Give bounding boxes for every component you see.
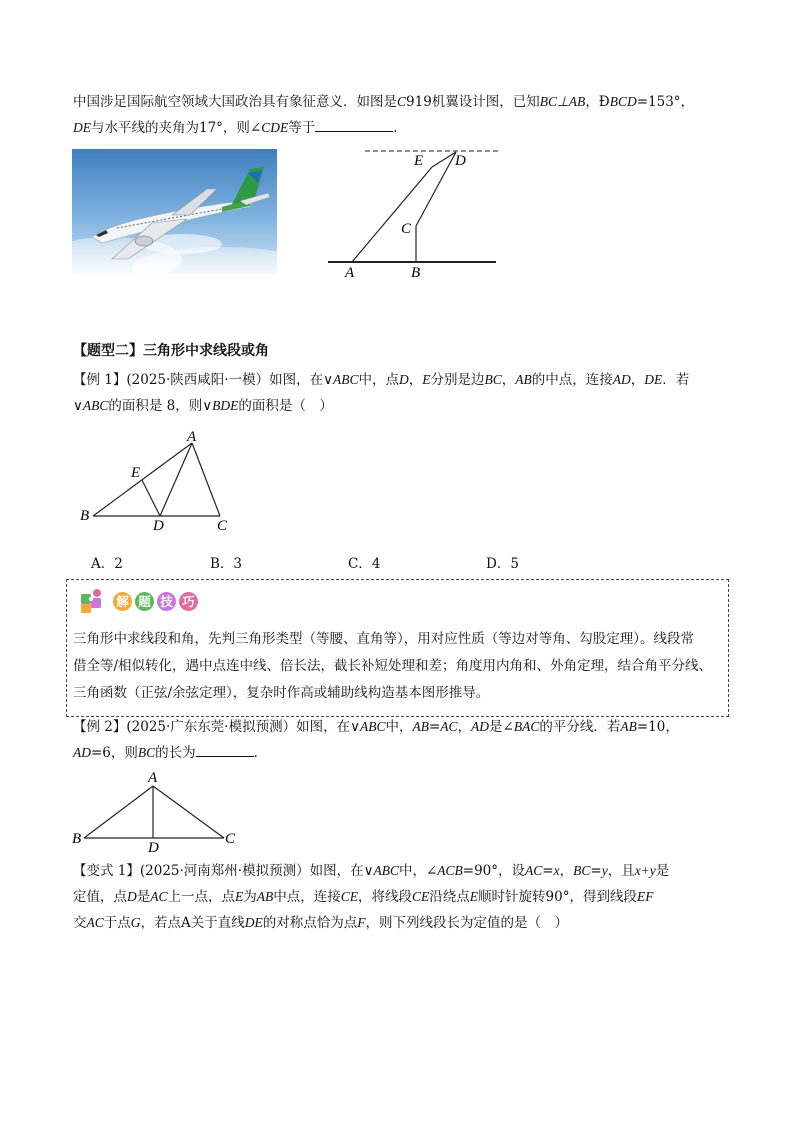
label-D: D [455,153,466,169]
example1-line-2: ∨ABC的面积是 8，则∨BDE的面积是（ ） [73,398,333,414]
variant1-paragraph [73,858,669,936]
wing-diagram-svg [320,140,510,285]
label-D: D [153,518,164,533]
tip-badge-4: 巧 [179,592,198,611]
segment-DA [160,443,192,516]
label-D: D [148,840,159,853]
label-B: B [72,831,82,847]
tips-body [73,626,727,707]
segment-BA [93,443,192,516]
airplane-photo [72,149,277,274]
label-A: A [345,265,355,281]
answer-blank[interactable] [315,117,393,132]
tip-line-3: 三角函数（正弦/余弦定理），复杂时作高或辅助线构造基本图形推导。 [73,685,490,701]
example2-triangle-figure [70,768,245,853]
variant1-line-3: 交AC于点G，若点A关于直线DE的对称点恰为点F，则下列线段长为定值的是（ ） [73,915,569,931]
tip-line-1: 三角形中求线段和角，先判三角形类型（等腰、直角等），用对应性质（等边对等角、勾股定理）。线段常 [73,631,694,647]
label-E: E [414,153,424,169]
example1-paragraph [73,367,689,419]
section-title: 【题型二】三角形中求线段或角 [73,343,269,359]
label-B: B [411,265,421,281]
tips-header [79,588,201,614]
puzzle-icon [79,588,105,614]
example2-triangle-svg [70,768,245,853]
example2-paragraph [73,714,679,766]
intro-line-1: 中国涉足国际航空领域大国政治具有象征意义．如图是C919机翼设计图，已知BC⊥AB，ÐBCD=153°， [73,94,695,110]
label-C: C [225,831,236,847]
segment-BA [84,786,153,838]
solving-tips-box [66,579,729,717]
option-c[interactable]: C．4 [348,556,381,572]
example1-triangle-figure [75,428,235,533]
intro-paragraph [73,89,694,141]
option-d[interactable]: D．5 [486,556,519,572]
variant1-line-2: 定值，点D是AC上一点，点E为AB中点，连接CE，将线段CE沿绕点E顺时针旋转90°，得到线段EF [73,889,654,905]
airplane-image [72,149,277,274]
label-C: C [217,518,228,533]
label-E: E [131,465,141,481]
tip-line-2: 借全等/相似转化，遇中点连中线、倍长法，截长补短处理和差；角度用内角和、外角定理，结合角平分线、 [73,658,713,674]
example1-triangle-svg [75,428,235,533]
option-a[interactable]: A．2 [91,556,123,572]
segment-AE [352,167,432,262]
segment-AC [192,443,220,516]
example1-line-1: 【例 1】(2025·陕西咸阳·一模）如图，在∨ABC中，点D，E分别是边BC，AB的中点，连接AD，DE．若 [73,372,690,388]
option-b[interactable]: B．3 [210,556,243,572]
label-B: B [80,508,90,524]
variant1-line-1: 【变式 1】(2025·河南郑州·模拟预测）如图，在∨ABC中，∠ACB=90°，设AC=x，BC=y，且x+y是 [73,863,670,879]
tip-badge-2: 题 [135,592,154,611]
wing-diagram [320,140,510,285]
answer-blank[interactable] [196,742,254,757]
label-C: C [401,221,412,237]
tip-badge-3: 技 [157,592,176,611]
tip-badge-1: 解 [113,592,132,611]
label-A: A [187,429,197,445]
example2-line-2: AD=6，则BC的长为 ． [73,740,679,766]
example2-line-1: 【例 2】(2025·广东东莞·模拟预测）如图，在∨ABC中，AB=AC，AD是∠BAC的平分线．若AB=10， [73,719,679,735]
label-A: A [148,770,158,786]
segment-ED [142,480,160,516]
intro-line-2: DE与水平线的夹角为17°，则∠CDE等于 ． [73,115,694,141]
segment-AC [153,786,224,838]
